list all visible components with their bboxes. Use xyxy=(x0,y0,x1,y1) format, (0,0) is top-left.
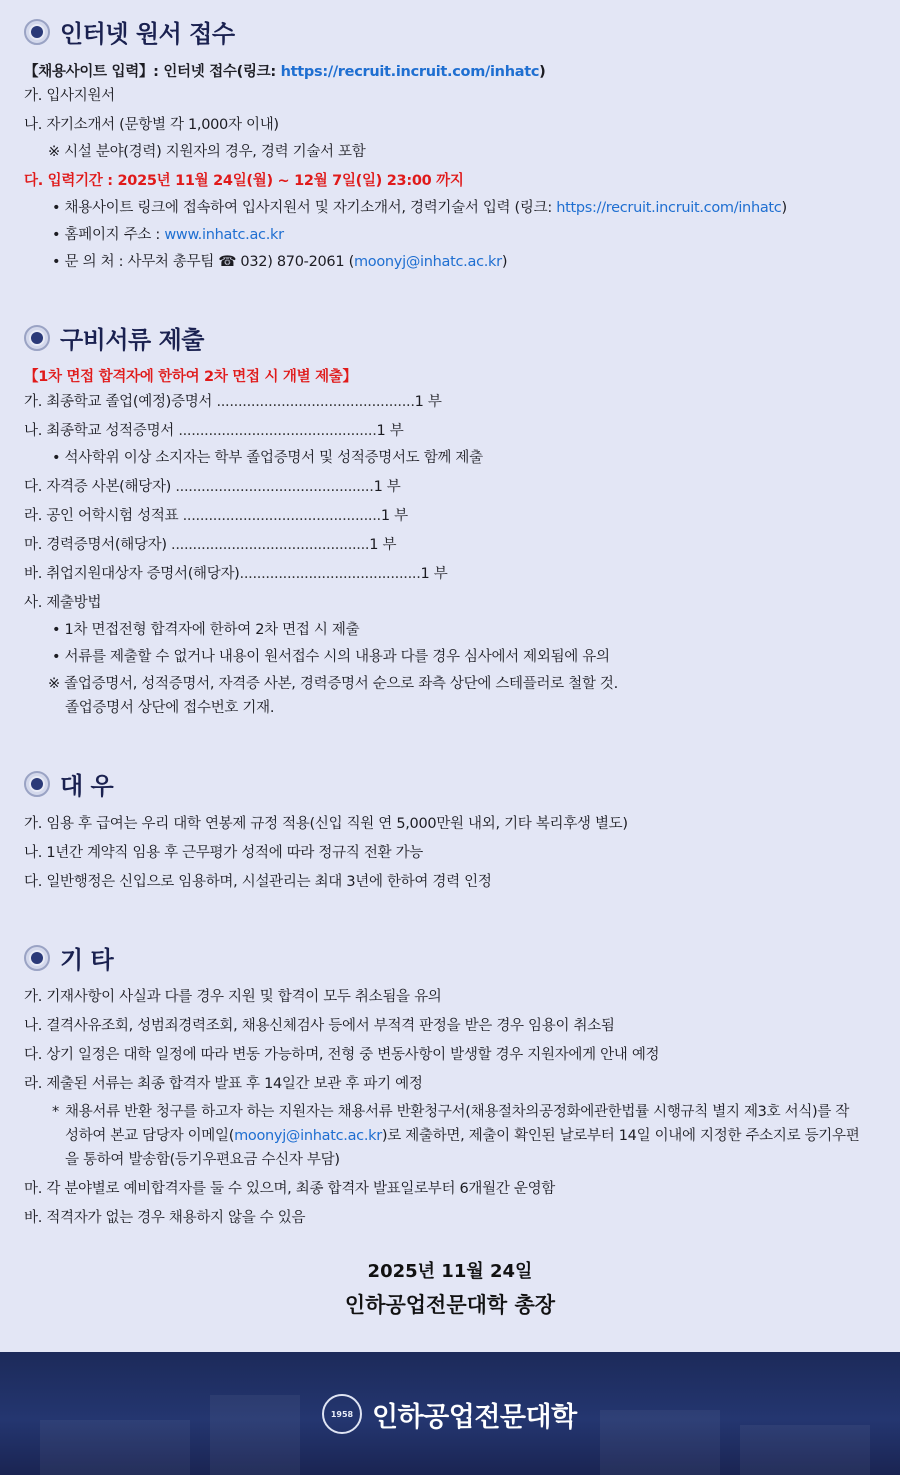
note-text: ※ 시설 분야(경력) 지원자의 경우, 경력 기술서 포함 xyxy=(48,144,366,160)
list-item: 바. 적격자가 없는 경우 채용하지 않을 수 있음 xyxy=(24,1210,306,1226)
college-seal-icon: 1958 xyxy=(322,1394,362,1434)
list-item: 다. 일반행정은 신입으로 임용하며, 시설관리는 최대 3년에 한하여 경력 인정 xyxy=(24,874,492,890)
recruit-link[interactable]: https://recruit.incruit.com/inhatc xyxy=(280,64,540,80)
emblem-icon xyxy=(24,771,50,797)
bullet-item: • 채용사이트 링크에 접속하여 입사지원서 및 자기소개서, 경력기술서 입력 (링크: https://recruit.incruit.com/inhatc) xyxy=(52,200,787,216)
list-item: 가. 기재사항이 사실과 다를 경우 지원 및 합격이 모두 취소됨을 유의 xyxy=(24,989,442,1005)
input-period: 다. 입력기간 : 2025년 11월 24일(월) ~ 12월 7일(일) 23:00 까지 xyxy=(24,173,464,189)
document-row: 가. 최종학교 졸업(예정)증명서 ..............................................1 부 xyxy=(24,394,442,410)
college-logo[interactable] xyxy=(322,1394,577,1434)
section-header-benefits xyxy=(24,766,113,801)
document-row: 다. 자격증 사본(해당자) ..............................................1 부 xyxy=(24,479,401,495)
note-star: * xyxy=(52,1104,59,1120)
site-entry-line: 【채용사이트 입력】: 인터넷 접수(링크: https://recruit.incruit.com/inhatc) xyxy=(24,64,546,80)
emblem-icon xyxy=(24,945,50,971)
note-text: ※ 졸업증명서, 성적증명서, 자격증 사본, 경력증명서 순으로 좌측 상단에 스테플러로 철할 것. xyxy=(48,676,618,692)
return-request-note: 채용서류 반환 청구를 하고자 하는 지원자는 채용서류 반환청구서(채용절차의공정화에관한법률 시행규칙 별지 제3호 서식)를 작성하여 본교 담당자 이메일(moonyj@inhatc.ac.kr)로 제출하면, 제출이 확인된 날로부터 14일 이내에 지정한 주소지로 등기우편을 통하여 발송함(등기우편요금 수신자 부담) xyxy=(65,1104,860,1168)
list-item: 사. 제출방법 xyxy=(24,595,102,611)
document-row: 마. 경력증명서(해당자) ..............................................1 부 xyxy=(24,537,397,553)
section-title: 구비서류 제출 xyxy=(60,326,204,354)
document-row: 바. 취업지원대상자 증명서(해당자)..........................................1 부 xyxy=(24,566,448,582)
list-item: 나. 결격사유조회, 성범죄경력조회, 채용신체검사 등에서 부적격 판정을 받은 경우 임용이 취소됨 xyxy=(24,1018,615,1034)
list-item: 라. 제출된 서류는 최종 합격자 발표 후 14일간 보관 후 파기 예정 xyxy=(24,1076,423,1092)
section-header-other xyxy=(24,940,113,975)
list-item: 나. 자기소개서 (문항별 각 1,000자 이내) xyxy=(24,117,279,133)
list-item: 가. 입사지원서 xyxy=(24,88,115,104)
bullet-item: • 1차 면접전형 합격자에 한하여 2차 면접 시 제출 xyxy=(52,622,360,638)
list-item: 가. 임용 후 급여는 우리 대학 연봉제 규정 적용(신입 직원 연 5,000만원 내외, 기타 복리후생 별도) xyxy=(24,816,628,832)
bullet-item: • 서류를 제출할 수 없거나 내용이 원서접수 시의 내용과 다를 경우 심사에서 제외됨에 유의 xyxy=(52,649,610,665)
emblem-icon xyxy=(24,19,50,45)
issuer-name: 인하공업전문대학 총장 xyxy=(344,1293,556,1317)
section-title: 기 타 xyxy=(60,946,114,974)
documents-notice: 【1차 면접 합격자에 한하여 2차 면접 시 개별 제출】 xyxy=(24,369,357,385)
email-link[interactable]: moonyj@inhatc.ac.kr xyxy=(234,1128,382,1144)
college-name: 인하공업전문대학 xyxy=(372,1401,577,1433)
list-item: 나. 1년간 계약직 임용 후 근무평가 성적에 따라 정규직 전환 가능 xyxy=(24,845,423,861)
issue-date: 2025년 11월 24일 xyxy=(367,1261,533,1282)
bullet-item: • 문 의 처 : 사무처 총무팀 ☎ 032) 870-2061 (moonyj@inhatc.ac.kr) xyxy=(52,254,508,270)
document-row: 라. 공인 어학시험 성적표 ..............................................1 부 xyxy=(24,508,408,524)
emblem-icon xyxy=(24,325,50,351)
email-link[interactable]: moonyj@inhatc.ac.kr xyxy=(353,254,502,270)
section-header-application xyxy=(24,14,235,49)
section-title: 인터넷 원서 접수 xyxy=(60,20,235,48)
document-row: 나. 최종학교 성적증명서 ..............................................1 부 xyxy=(24,423,404,439)
footer-banner xyxy=(0,1352,900,1475)
list-item: 마. 각 분야별로 예비합격자를 둘 수 있으며, 최종 합격자 발표일로부터 6개월간 운영함 xyxy=(24,1181,555,1197)
homepage-link[interactable]: www.inhatc.ac.kr xyxy=(164,227,284,243)
note-text: 졸업증명서 상단에 접수번호 기재. xyxy=(65,700,275,716)
list-item: 다. 상기 일정은 대학 일정에 따라 변동 가능하며, 전형 중 변동사항이 발생할 경우 지원자에게 안내 예정 xyxy=(24,1047,660,1063)
section-title: 대 우 xyxy=(60,772,114,800)
bullet-item: • 홈페이지 주소 : www.inhatc.ac.kr xyxy=(52,227,284,243)
section-header-documents xyxy=(24,320,204,355)
recruit-link[interactable]: https://recruit.incruit.com/inhatc xyxy=(556,200,782,216)
bullet-item: • 석사학위 이상 소지자는 학부 졸업증명서 및 성적증명서도 함께 제출 xyxy=(52,450,483,466)
